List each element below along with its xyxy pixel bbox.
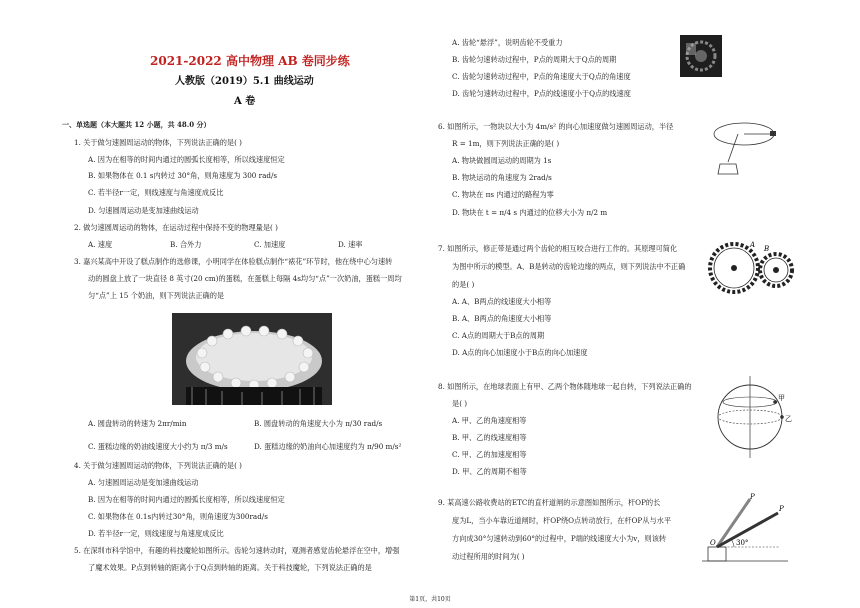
q6-stem-2: R = 1m，则下列说法正确的是( ): [452, 139, 560, 148]
q8-option-c: C. 甲、乙的加速度相等: [452, 450, 527, 459]
q5-stem-2: 了魔术效果。P点到转轴的距离小于Q点到转轴的距离。关于科技魔轮，下列说法正确的是: [88, 563, 372, 572]
q2-option-c: C. 加速度: [254, 240, 286, 249]
gears-figure: [704, 238, 798, 294]
earth-label-yi: 乙: [785, 415, 792, 423]
q7-stem-1: 7. 如图所示，修正带是通过两个齿轮的相互咬合进行工作的。其原理可简化: [438, 244, 678, 253]
q9-stem-2: 度为L，当小车靠近道闸时，杆OP绕O点转动放行，在杆OP从与水平: [452, 516, 672, 525]
gate-label-o: O: [710, 539, 716, 547]
q8-stem-2: 是( ): [452, 399, 468, 408]
q9-stem-4: 动过程所用的时间为( ): [452, 552, 525, 561]
q7-option-a: A. A、B两点的线速度大小相等: [452, 297, 552, 306]
q4-option-b: B. 因为在相等的时间内通过的圆弧长度相等，所以线速度恒定: [88, 495, 285, 504]
q4-stem: 4. 关于做匀速圆周运动的物体，下列说法正确的是( ): [74, 461, 242, 470]
gate-label-p2: P: [750, 493, 755, 501]
q8-option-b: B. 甲、乙的线速度相等: [452, 433, 527, 442]
q5-option-d: D. 齿轮匀速转动过程中，P点的线速度小于Q点的线速度: [452, 89, 631, 98]
q2-option-a: A. 速度: [88, 240, 113, 249]
q2-stem: 2. 做匀速圆周运动的物体，在运动过程中保持不变的物理量是( ): [74, 223, 278, 232]
q5-option-b: B. 齿轮匀速转动过程中，P点的周期大于Q点的周期: [452, 55, 617, 64]
circular-motion-figure: [708, 118, 780, 180]
q5-option-a: A. 齿轮“悬浮”，说明齿轮不受重力: [452, 38, 563, 47]
q3-option-d: D. 蛋糕边缘的奶油向心加速度约为 π/90 m/s²: [254, 442, 402, 451]
q5-option-c: C. 齿轮匀速转动过程中，P点的角速度大于Q点的角速度: [452, 72, 631, 81]
page-title: 2021-2022 高中物理 AB 卷同步练: [150, 54, 350, 68]
gear-label-a: A: [750, 241, 756, 249]
q1-option-a: A. 因为在相等的时间内通过的圆弧长度相等，所以线速度恒定: [88, 155, 285, 164]
q1-option-c: C. 若半径r一定，则线速度与角速度成反比: [88, 188, 224, 197]
q5-stem-1: 5. 在深圳市科学馆中，有趣的科技魔轮如图所示。齿轮匀速转动时，观测者感觉齿轮悬浮在空中，增强: [74, 546, 400, 555]
gear-label-b: B: [764, 245, 770, 253]
q7-option-d: D. A点的向心加速度小于B点的向心加速度: [452, 348, 588, 357]
earth-label-jia: 甲: [778, 394, 785, 402]
page-subtitle: 人教版（2019）5.1 曲线运动: [175, 76, 314, 87]
q6-option-a: A. 物块做圆周运动的周期为 1s: [452, 156, 552, 165]
q9-stem-1: 9. 某高速公路收费站的ETC的直杆道闸的示意图如图所示，杆OP的长: [438, 498, 661, 507]
section-heading: 一、单选题（本大题共 12 小题，共 48.0 分）: [62, 120, 211, 129]
q1-option-d: D. 匀速圆周运动是变加速曲线运动: [88, 206, 199, 215]
gate-angle-label: 30°: [736, 539, 749, 547]
cake-photo: [172, 313, 332, 405]
volume-label: A 卷: [234, 96, 256, 107]
q4-option-c: C. 如果物体在 0.1s内转过30°角，则角速度为300rad/s: [88, 512, 268, 521]
q1-option-b: B. 如果物体在 0.1 s内转过 30°角，则角速度为 300 rad/s: [88, 171, 278, 180]
q3-stem-1: 3. 嘉兴某高中开设了糕点制作的选修课，小明同学在体验糕点制作“裱花”环节时，他在绕中心匀速转: [74, 257, 393, 266]
earth-figure: [712, 374, 794, 460]
q7-stem-2: 为图中所示的模型。A、B是转动的齿轮边缘的两点，则下列说法中不正确: [452, 262, 686, 271]
q6-option-d: D. 物块在 t = π/4 s 内通过的位移大小为 π/2 m: [452, 208, 608, 217]
gate-label-p: P: [779, 505, 784, 513]
q2-option-d: D. 速率: [338, 240, 363, 249]
q3-option-c: C. 蛋糕边缘的奶油线速度大小约为 π/3 m/s: [88, 442, 228, 451]
q6-stem-1: 6. 如图所示，一物块以大小为 4m/s² 的向心加速度做匀速圆周运动，半径: [438, 122, 674, 131]
q9-stem-3: 方向成30°匀速转动到60°的过程中，P端的线速度大小为v，则该转: [452, 534, 667, 543]
q7-option-b: B. A、B两点的角速度大小相等: [452, 314, 552, 323]
q7-stem-3: 的是( ): [452, 280, 475, 289]
q3-stem-3: 匀“点”上 15 个奶油，则下列说法正确的是: [88, 291, 225, 300]
magic-wheel-photo: [680, 35, 722, 77]
q3-option-b: B. 圆盘转动的角速度大小为 π/30 rad/s: [254, 419, 383, 428]
q3-option-a: A. 圆盘转动的转速为 2πr/min: [88, 419, 187, 428]
q8-stem-1: 8. 如图所示，在地球表面上有甲、乙两个物体随地球一起自转，下列说法正确的: [438, 382, 692, 391]
q6-option-c: C. 物块在 πs 内通过的路程为零: [452, 190, 554, 199]
q7-option-c: C. A点的周期大于B点的周期: [452, 331, 545, 340]
toll-gate-figure: [700, 493, 790, 565]
q1-stem: 1. 关于做匀速圆周运动的物体，下列说法正确的是( ): [74, 138, 242, 147]
q4-option-d: D. 若半径r一定，则线速度与角速度成反比: [88, 529, 224, 538]
q3-stem-2: 动的圆盘上放了一块直径 8 英寸(20 cm)的蛋糕，在蛋糕上每隔 4s均匀“点”一次奶油，蛋糕一周均: [88, 274, 402, 283]
page-footer: 第1页，共10页: [409, 596, 451, 603]
q8-option-a: A. 甲、乙的角速度相等: [452, 416, 527, 425]
q2-option-b: B. 合外力: [170, 240, 202, 249]
q6-option-b: B. 物块运动的角速度为 2rad/s: [452, 173, 552, 182]
q4-option-a: A. 匀速圆周运动是变加速曲线运动: [88, 478, 199, 487]
q8-option-d: D. 甲、乙的周期不相等: [452, 467, 527, 476]
